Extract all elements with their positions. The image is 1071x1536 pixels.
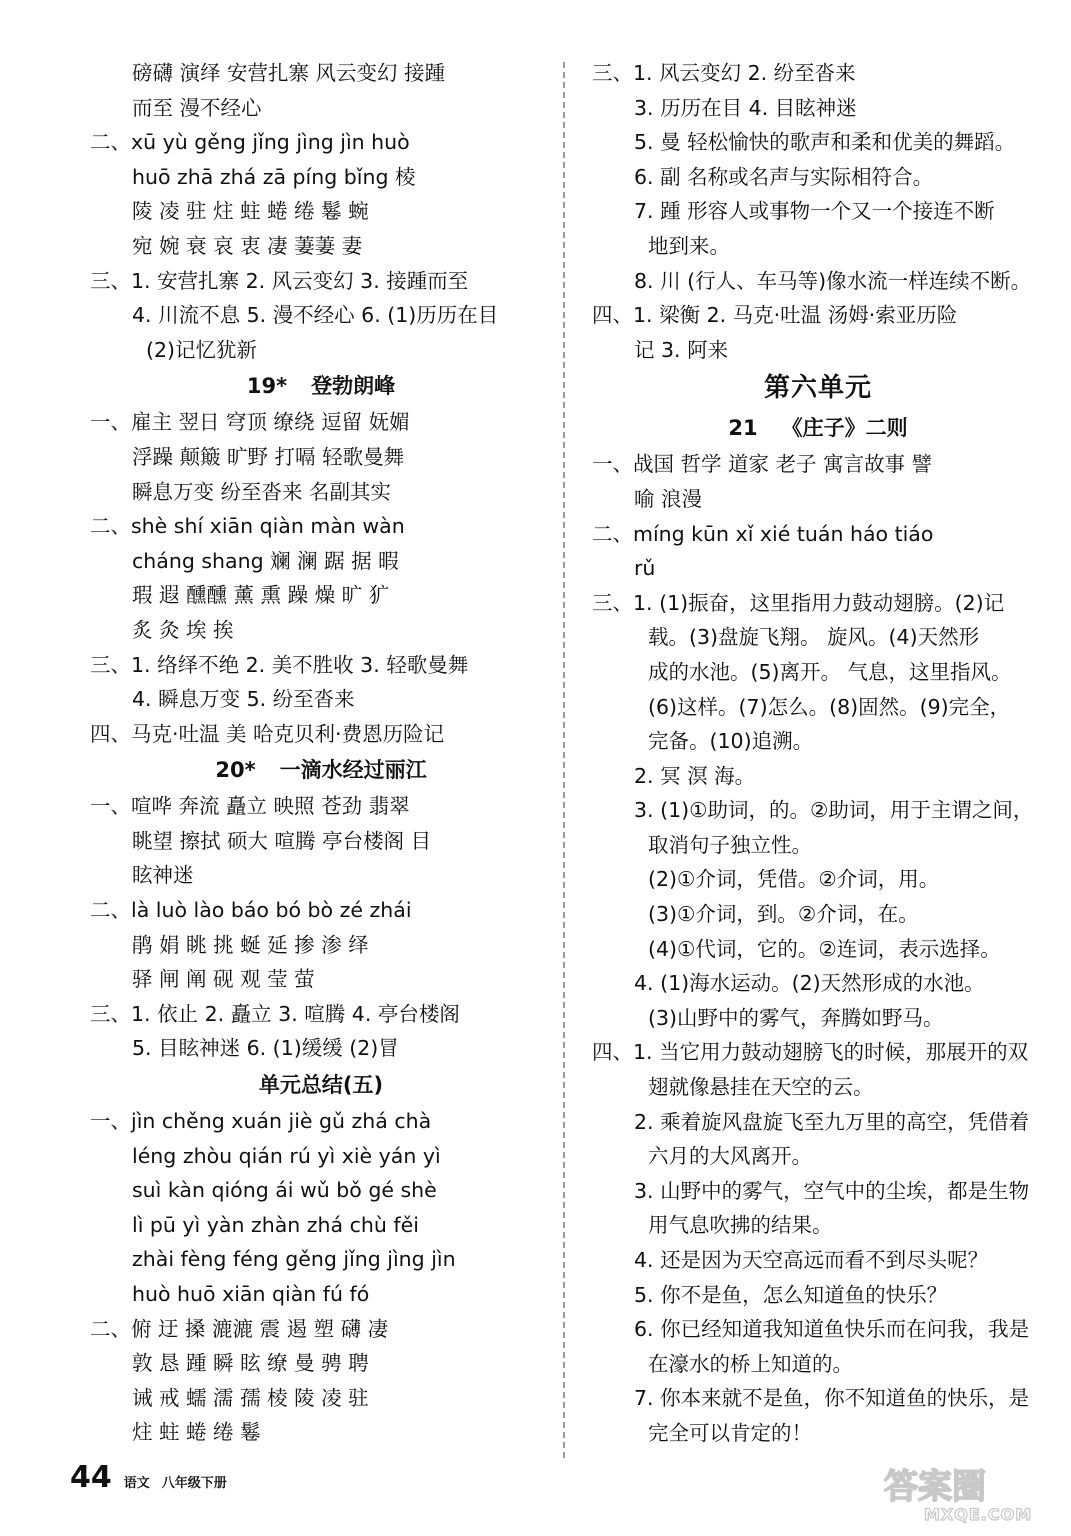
answer-line: 一、jìn chěng xuán jiè gǔ zhá chà xyxy=(90,1109,432,1134)
answer-line: 敦 恳 踵 瞬 眩 缭 曼 骋 聘 xyxy=(132,1351,369,1376)
answer-line: 一、战国 哲学 道家 老子 寓言故事 譬 xyxy=(592,452,933,477)
answer-line: 浮躁 颠簸 旷野 打嗝 轻歌曼舞 xyxy=(132,444,405,469)
answer-line: 四、马克·吐温 美 哈克贝利·费恩历险记 xyxy=(90,721,445,746)
answer-line: 3. 山野中的雾气，空气中的尘埃，都是生物 xyxy=(634,1178,1030,1203)
footer-subject: 语文 xyxy=(123,1476,150,1491)
answer-line: 二、xū yù gěng jǐng jìng jìn huò xyxy=(90,130,410,155)
lesson-title: 一滴水经过丽江 xyxy=(279,758,427,783)
answer-line: 眺望 擦拭 硕大 喧腾 亭台楼阁 目 xyxy=(132,828,432,853)
answer-line: 炙 灸 埃 挨 xyxy=(132,617,234,642)
answer-line: 4. (1)海水运动。(2)天然形成的水池。 xyxy=(634,971,985,996)
page-footer xyxy=(70,1454,227,1494)
answer-line: 5. 目眩神迷 6. (1)缓缓 (2)冒 xyxy=(132,1036,399,1061)
answer-line: 4. 还是因为天空高远而看不到尽头呢？ xyxy=(634,1248,989,1272)
answer-line: zhài fèng féng gěng jǐng jìng jìn xyxy=(132,1247,456,1272)
answer-line: 六月的大风离开。 xyxy=(648,1144,812,1169)
lesson-heading xyxy=(90,367,552,405)
answer-line: 一、雇主 翌日 穹顶 缭绕 逗留 妩媚 xyxy=(90,410,410,435)
answer-line: 四、1. 当它用力鼓动翅膀飞的时候，那展开的双 xyxy=(592,1040,1029,1065)
answer-line: huō zhā zhá zā píng bǐng 棱 xyxy=(132,164,416,189)
answer-line: 7. 你本来就不是鱼，你不知道鱼的快乐，是 xyxy=(634,1386,1030,1411)
answer-line: 记 3. 阿来 xyxy=(634,337,729,362)
answer-line: 完备。(10)追溯。 xyxy=(648,729,814,754)
answer-line: 8. 川 (行人、车马等)像水流一样连续不断。 xyxy=(634,268,1032,293)
answer-line: 三、1. (1)振奋，这里指用力鼓动翅膀。(2)记 xyxy=(592,590,1005,615)
answer-line: (2)记忆犹新 xyxy=(146,337,258,362)
answer-line: 瑕 遐 醺醺 薰 熏 躁 燥 旷 犷 xyxy=(132,583,390,608)
answer-line: 而至 漫不经心 xyxy=(132,95,262,120)
answer-line: 二、俯 迂 搡 漉漉 震 遏 塑 礴 凄 xyxy=(90,1316,389,1341)
answer-line: 3. (1)①助词，的。②助词，用于主谓之间， xyxy=(634,798,1034,823)
answer-line: 5. 你不是鱼，怎么知道鱼的快乐？ xyxy=(634,1282,948,1307)
answer-line: 鹃 娟 眺 挑 蜒 延 掺 渗 绎 xyxy=(132,932,369,957)
answer-line: 眩神迷 xyxy=(132,863,194,888)
answer-line: 在濠水的桥上知道的。 xyxy=(648,1351,853,1376)
answer-line: 3. 历历在目 4. 目眩神迷 xyxy=(634,95,857,120)
lesson-number: 20* xyxy=(215,758,256,783)
answer-line: 二、là luò lào báo bó bò zé zhái xyxy=(90,898,412,923)
answer-line: rǔ xyxy=(634,556,656,581)
column-divider xyxy=(563,62,565,1458)
answer-line: 四、1. 梁衡 2. 马克·吐温 汤姆·索亚历险 xyxy=(592,303,958,328)
unit-heading: 第六单元 xyxy=(763,373,872,404)
right-column xyxy=(592,56,1044,1451)
answer-line: 诫 戒 蠕 濡 孺 棱 陵 凌 驻 xyxy=(132,1385,369,1410)
lesson-number: 21 xyxy=(728,416,758,441)
lesson-title: 《庄子》二则 xyxy=(781,416,908,441)
lesson-heading xyxy=(592,409,1044,447)
answer-line: lì pū yì yàn zhàn zhá chù fěi xyxy=(132,1212,419,1237)
answer-line: huò huō xiān qiàn fú fó xyxy=(132,1282,370,1306)
answer-line: 宛 婉 衰 哀 衷 凄 萋萋 妻 xyxy=(132,233,363,258)
answer-line: 驿 闸 阐 砚 观 莹 萤 xyxy=(132,967,315,992)
answer-line: 4. 瞬息万变 5. 纷至沓来 xyxy=(132,687,355,712)
footer-grade: 八年级下册 xyxy=(161,1476,227,1491)
answer-line: 三、1. 络绎不绝 2. 美不胜收 3. 轻歌曼舞 xyxy=(90,652,469,677)
answer-line: 二、míng kūn xǐ xié tuán háo tiáo xyxy=(592,521,934,546)
answer-line: 陵 凌 驻 炷 蛀 蜷 绻 鬈 蜿 xyxy=(132,199,369,224)
left-column xyxy=(90,56,552,1450)
answer-line: 2. 冥 溟 海。 xyxy=(634,763,756,788)
lesson-number: 19* xyxy=(246,374,288,399)
answer-line: 完全可以肯定的！ xyxy=(648,1420,812,1445)
answer-line: 用气息吹拂的结果。 xyxy=(648,1213,833,1238)
answer-line: 二、shè shí xiān qiàn màn wàn xyxy=(90,514,405,539)
answer-line: 一、喧哗 奔流 矗立 映照 苍劲 翡翠 xyxy=(90,794,410,819)
answer-line: 三、1. 安营扎寨 2. 风云变幻 3. 接踵而至 xyxy=(90,268,469,293)
answer-line: suì kàn qióng ái wǔ bǒ gé shè xyxy=(132,1178,437,1203)
answer-line: 炷 蛀 蜷 绻 鬈 xyxy=(132,1420,261,1445)
answer-line: (6)这样。(7)怎么。(8)固然。(9)完全， xyxy=(648,694,1011,719)
answer-line: 6. 副 名称或名声与实际相符合。 xyxy=(634,164,934,189)
answer-line: 6. 你已经知道我知道鱼快乐而在问我，我是 xyxy=(634,1317,1030,1342)
answer-line: 瞬息万变 纷至沓来 名副其实 xyxy=(132,479,392,504)
answer-line: (4)①代词，它的。②连词，表示选择。 xyxy=(648,936,1001,961)
answer-line: 磅礴 演绎 安营扎寨 风云变幻 接踵 xyxy=(132,61,446,85)
answer-line: 喻 浪漫 xyxy=(634,486,703,511)
answer-line: (3)山野中的雾气，奔腾如野马。 xyxy=(648,1005,944,1030)
answer-line: 三、1. 依止 2. 矗立 3. 喧腾 4. 亭台楼阁 xyxy=(90,1001,460,1026)
answer-line: 载。(3)盘旋飞翔。 旋风。(4)天然形 xyxy=(648,625,980,650)
answer-line: (2)①介词，凭借。②介词，用。 xyxy=(648,867,940,892)
answer-line: 取消句子独立性。 xyxy=(648,832,812,857)
lesson-heading xyxy=(90,1066,552,1104)
watermark-main-text: 答案圈 xyxy=(884,1467,986,1507)
watermark-logo-icon xyxy=(880,1460,1048,1526)
answer-line: (3)①介词，到。②介词，在。 xyxy=(648,902,919,927)
lesson-heading xyxy=(90,751,552,789)
answer-line: léng zhòu qián rú yì xiè yán yì xyxy=(132,1143,441,1168)
page-number: 44 xyxy=(70,1460,112,1495)
answer-line: 7. 踵 形容人或事物一个又一个接连不断 xyxy=(634,199,995,224)
answer-line: 翅就像悬挂在天空的云。 xyxy=(648,1075,874,1100)
answer-line: 成的水池。(5)离开。 气息，这里指风。 xyxy=(648,659,1012,684)
answer-line: 4. 川流不息 5. 漫不经心 6. (1)历历在目 xyxy=(132,303,499,328)
watermark-sub-text: MXQE.COM xyxy=(924,1505,1033,1524)
lesson-title: 登勃朗峰 xyxy=(311,374,396,399)
answer-line: 三、1. 风云变幻 2. 纷至沓来 xyxy=(592,61,856,85)
lesson-title: 单元总结(五) xyxy=(258,1073,384,1098)
answer-line: 地到来。 xyxy=(648,233,730,258)
answer-line: cháng shang 斓 澜 踞 据 暇 xyxy=(132,548,399,573)
answer-line: 5. 曼 轻松愉快的歌声和柔和优美的舞蹈。 xyxy=(634,130,1016,155)
answer-line: 2. 乘着旋风盘旋飞至九万里的高空，凭借着 xyxy=(634,1109,1030,1134)
